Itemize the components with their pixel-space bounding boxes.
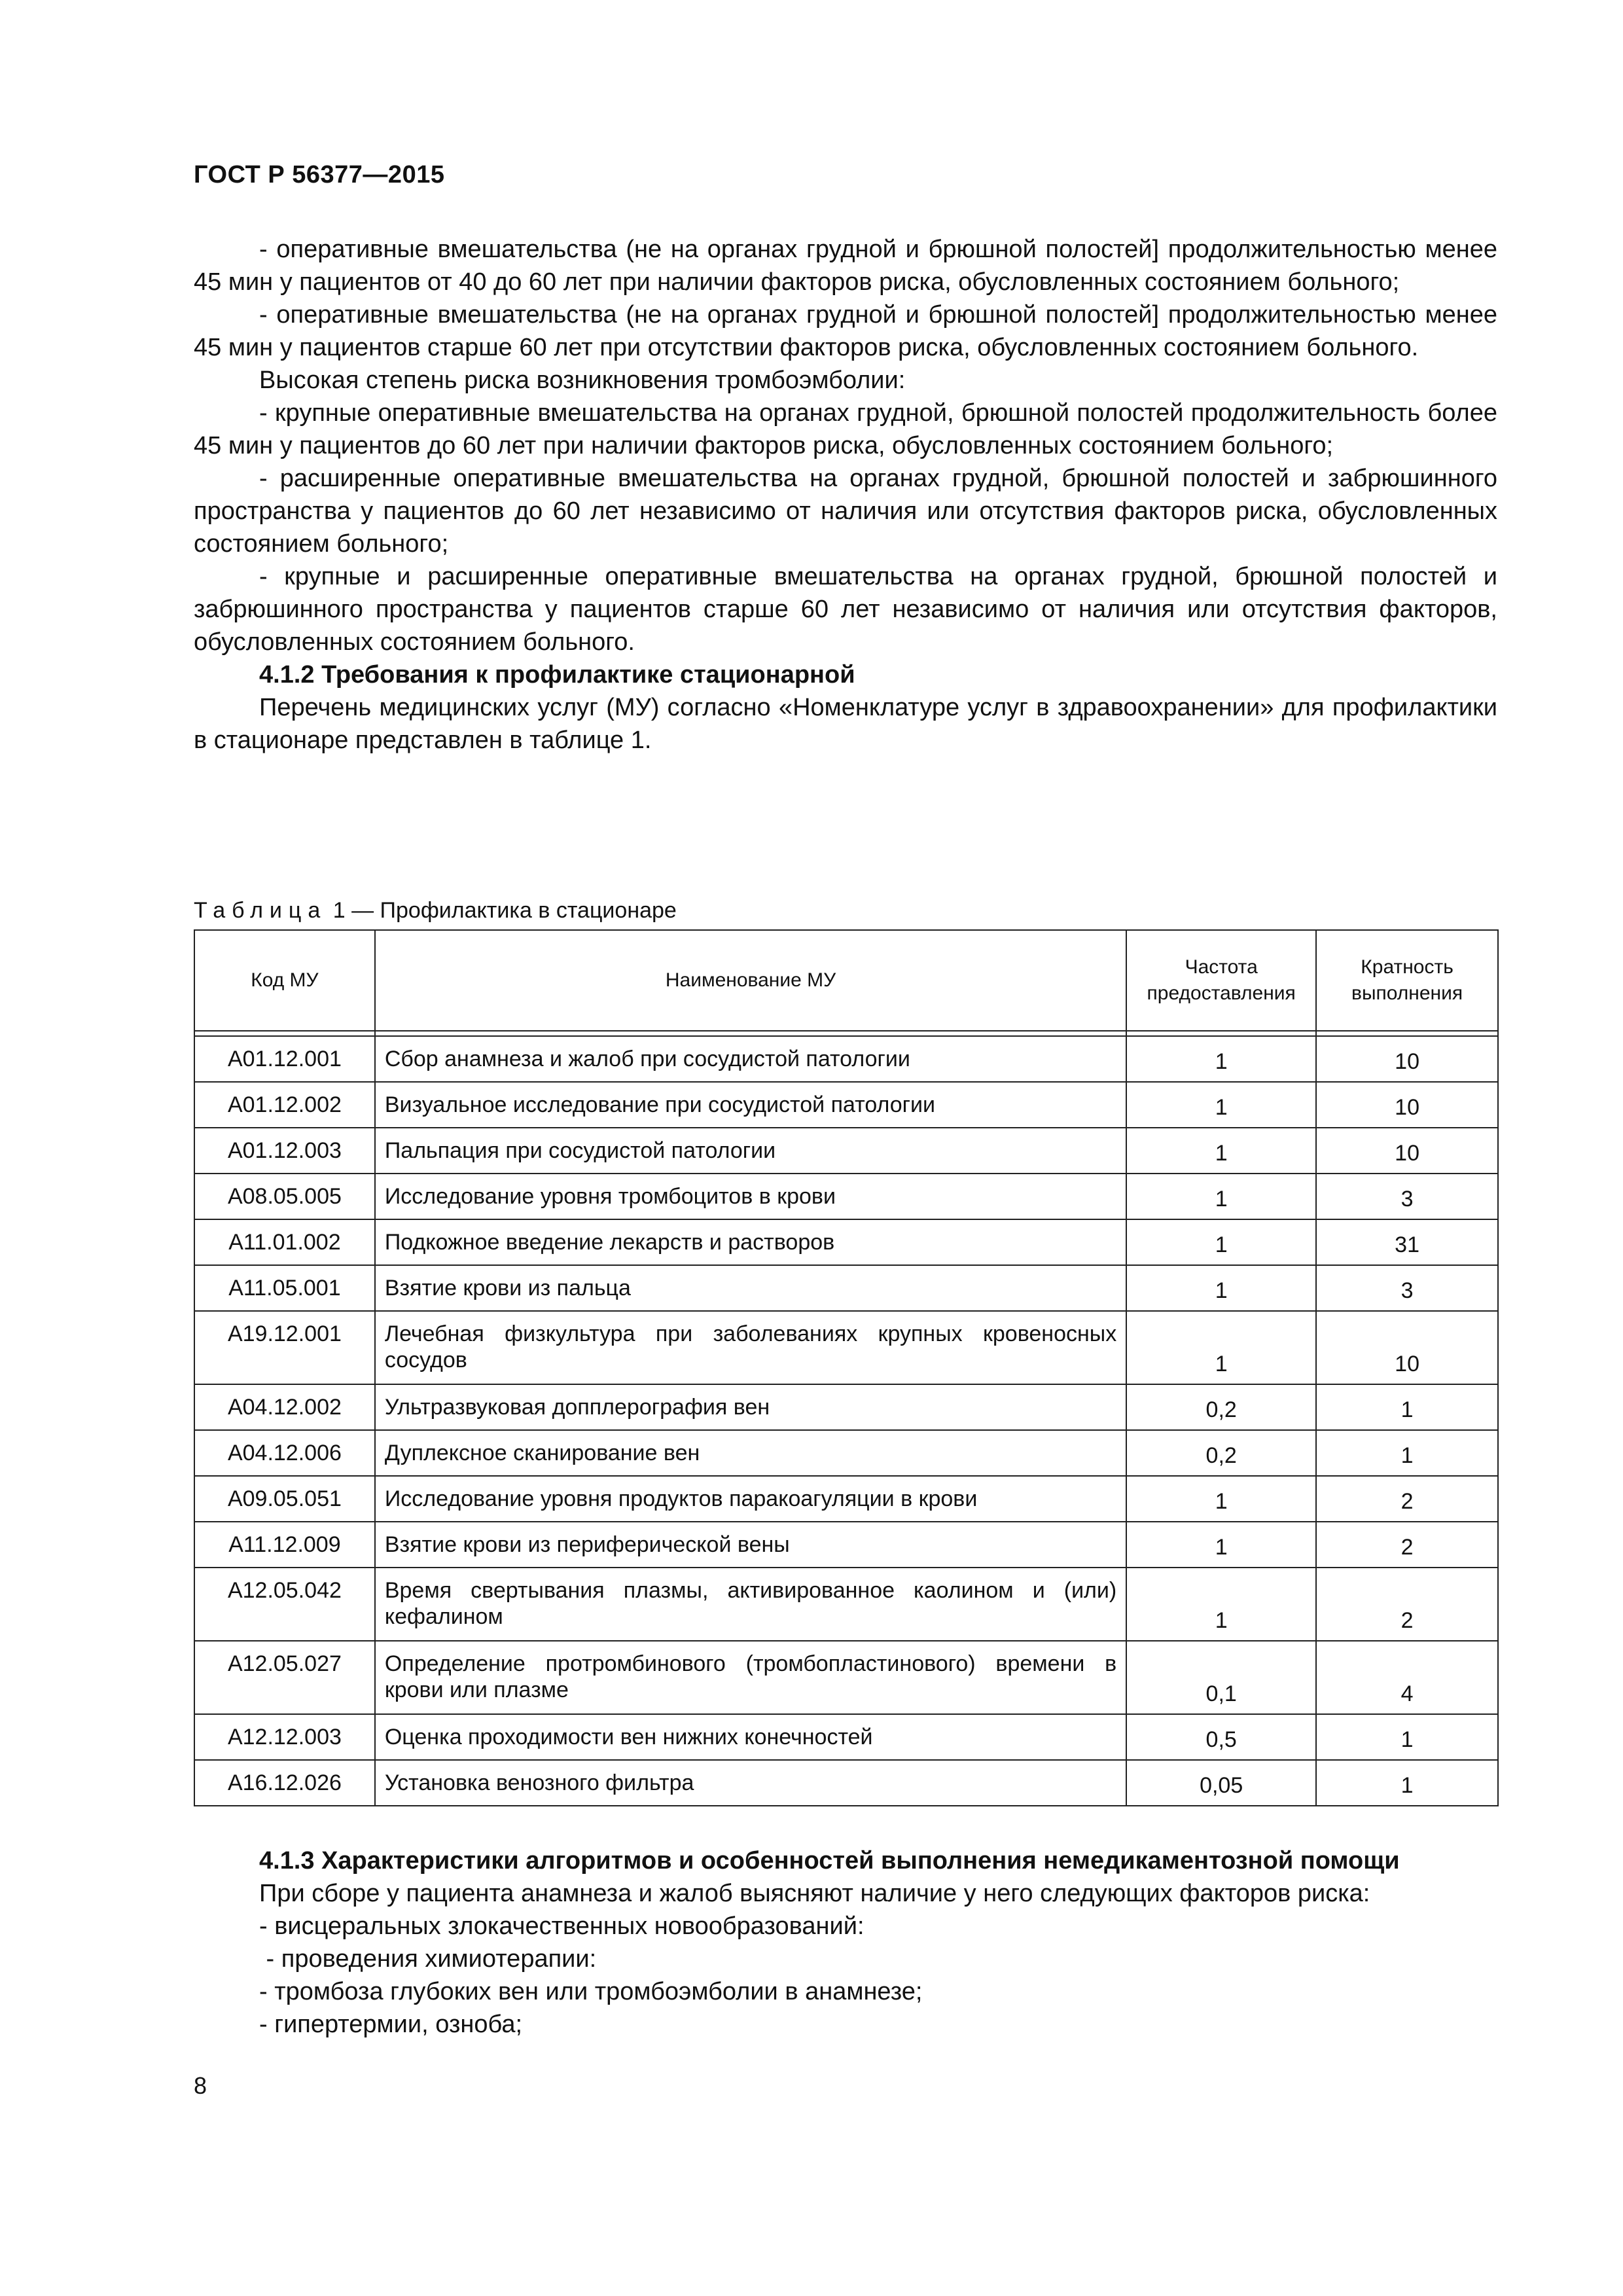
cell-frequency: 1	[1126, 1128, 1316, 1174]
body-text-bottom	[259, 1844, 1497, 2041]
cell-frequency: 1	[1126, 1522, 1316, 1568]
cell-frequency: 1	[1126, 1568, 1316, 1641]
cell-code: A08.05.005	[194, 1174, 375, 1219]
cell-frequency: 1	[1126, 1476, 1316, 1522]
cell-name: Установка венозного фильтра	[375, 1760, 1126, 1806]
cell-frequency: 0,1	[1126, 1641, 1316, 1714]
table-row	[194, 1174, 1498, 1219]
cell-multiplicity: 10	[1316, 1036, 1498, 1082]
list-item: - гипертермии, озноба;	[259, 2011, 523, 2038]
list-item: - тромбоза глубоких вен или тромбоэмболии в анамнезе;	[259, 1978, 923, 2005]
cell-frequency: 1	[1126, 1219, 1316, 1265]
paragraph: При сборе у пациента анамнеза и жалоб выясняют наличие у него следующих факторов риска:	[259, 1880, 1370, 1907]
cell-multiplicity: 2	[1316, 1522, 1498, 1568]
cell-multiplicity: 2	[1316, 1568, 1498, 1641]
table-row	[194, 1311, 1498, 1384]
cell-code: A16.12.026	[194, 1760, 375, 1806]
cell-multiplicity: 1	[1316, 1760, 1498, 1806]
header-code: Код МУ	[194, 930, 375, 1031]
cell-name: Исследование уровня продуктов паракоагуляции в крови	[375, 1476, 1126, 1522]
list-item: - проведения химиотерапии:	[259, 1945, 597, 1973]
cell-multiplicity: 1	[1316, 1430, 1498, 1476]
cell-multiplicity: 2	[1316, 1476, 1498, 1522]
cell-code: A11.01.002	[194, 1219, 375, 1265]
cell-name: Взятие крови из пальца	[375, 1265, 1126, 1311]
table-caption	[194, 898, 677, 924]
paragraph: - крупные оперативные вмешательства на органах грудной, брюшной полостей продолжительность более 45 мин у пациентов до 60 лет при наличии факторов риска, обусловленных состоянием больного;	[194, 399, 1497, 459]
cell-name: Взятие крови из периферической вены	[375, 1522, 1126, 1568]
list-item: - висцеральных злокачественных новообразований:	[259, 1912, 865, 1940]
cell-name: Время свертывания плазмы, активированное каолином и (или) кефалином	[375, 1568, 1126, 1641]
table-header-row	[194, 930, 1498, 1031]
paragraph: - оперативные вмешательства (не на органах грудной и брюшной полостей] продолжительностью менее 45 мин у пациентов от 40 до 60 лет при наличии факторов риска, обусловленных состоянием больного;	[194, 236, 1497, 296]
paragraph: - оперативные вмешательства (не на органах грудной и брюшной полостей] продолжительностью менее 45 мин у пациентов старше 60 лет при отсутствии факторов риска, обусловленных состоянием больного.	[194, 301, 1497, 361]
cell-code: A01.12.001	[194, 1036, 375, 1082]
cell-multiplicity: 3	[1316, 1265, 1498, 1311]
document-header: ГОСТ Р 56377—2015	[194, 161, 445, 188]
cell-code: A01.12.003	[194, 1128, 375, 1174]
cell-name: Пальпация при сосудистой патологии	[375, 1128, 1126, 1174]
cell-name: Подкожное введение лекарств и растворов	[375, 1219, 1126, 1265]
header-frequency: Частота предоставления	[1126, 930, 1316, 1031]
cell-multiplicity: 1	[1316, 1714, 1498, 1760]
cell-code: A04.12.002	[194, 1384, 375, 1430]
paragraph: Высокая степень риска возникновения тромбоэмболии:	[259, 367, 906, 394]
table-caption-title: 1 — Профилактика в стационаре	[327, 898, 677, 923]
header-name: Наименование МУ	[375, 930, 1126, 1031]
table-row	[194, 1714, 1498, 1760]
cell-name: Ультразвуковая допплерография вен	[375, 1384, 1126, 1430]
cell-frequency: 0,2	[1126, 1384, 1316, 1430]
header-separator	[194, 1031, 1498, 1036]
cell-code: A11.05.001	[194, 1265, 375, 1311]
cell-frequency: 1	[1126, 1082, 1316, 1128]
body-text-top	[194, 233, 1497, 757]
paragraph: - крупные и расширенные оперативные вмешательства на органах грудной, брюшной полостей и забрюшинного пространства у пациентов старше 60 лет независимо от наличия или отсутствия факторов, обусловленных состоянием больного.	[194, 563, 1497, 656]
cell-code: A09.05.051	[194, 1476, 375, 1522]
cell-name: Сбор анамнеза и жалоб при сосудистой патологии	[375, 1036, 1126, 1082]
cell-multiplicity: 10	[1316, 1128, 1498, 1174]
page-number: 8	[194, 2072, 207, 2099]
cell-name: Визуальное исследование при сосудистой патологии	[375, 1082, 1126, 1128]
cell-code: A11.12.009	[194, 1522, 375, 1568]
table-row	[194, 1522, 1498, 1568]
table-row	[194, 1265, 1498, 1311]
cell-frequency: 0,5	[1126, 1714, 1316, 1760]
cell-frequency: 0,2	[1126, 1430, 1316, 1476]
cell-code: A12.05.042	[194, 1568, 375, 1641]
cell-frequency: 0,05	[1126, 1760, 1316, 1806]
table-row	[194, 1568, 1498, 1641]
cell-multiplicity: 10	[1316, 1311, 1498, 1384]
cell-code: A01.12.002	[194, 1082, 375, 1128]
section-4-1-2-text: Перечень медицинских услуг (МУ) согласно «Номенклатуре услуг в здравоохранении» для профилактики в стационаре представлен в таблице 1.	[194, 694, 1497, 754]
cell-multiplicity: 4	[1316, 1641, 1498, 1714]
header-multiplicity: Кратность выполнения	[1316, 930, 1498, 1031]
cell-multiplicity: 31	[1316, 1219, 1498, 1265]
cell-multiplicity: 1	[1316, 1384, 1498, 1430]
table-caption-word: Таблица	[194, 898, 327, 923]
table-row	[194, 1128, 1498, 1174]
table-row	[194, 1476, 1498, 1522]
section-heading-4-1-3: 4.1.3 Характеристики алгоритмов и особенностей выполнения немедикаментозной помощи	[259, 1847, 1400, 1874]
cell-multiplicity: 10	[1316, 1082, 1498, 1128]
cell-code: A19.12.001	[194, 1311, 375, 1384]
cell-code: A12.12.003	[194, 1714, 375, 1760]
table-row	[194, 1082, 1498, 1128]
table-row	[194, 1384, 1498, 1430]
cell-frequency: 1	[1126, 1265, 1316, 1311]
cell-frequency: 1	[1126, 1174, 1316, 1219]
cell-frequency: 1	[1126, 1311, 1316, 1384]
cell-name: Дуплексное сканирование вен	[375, 1430, 1126, 1476]
cell-name: Определение протромбинового (тромбопластинового) времени в крови или плазме	[375, 1641, 1126, 1714]
prophylaxis-table	[194, 929, 1499, 1806]
cell-frequency: 1	[1126, 1036, 1316, 1082]
cell-code: A12.05.027	[194, 1641, 375, 1714]
table-row	[194, 1760, 1498, 1806]
paragraph: - расширенные оперативные вмешательства на органах грудной, брюшной полостей и забрюшинного пространства у пациентов до 60 лет независимо от наличия или отсутствия факторов риска, обусловленных состоянием больного;	[194, 465, 1497, 558]
cell-name: Оценка проходимости вен нижних конечностей	[375, 1714, 1126, 1760]
section-heading-4-1-2: 4.1.2 Требования к профилактике стационарной	[259, 661, 855, 689]
table-row	[194, 1036, 1498, 1082]
table-row	[194, 1430, 1498, 1476]
cell-name: Исследование уровня тромбоцитов в крови	[375, 1174, 1126, 1219]
cell-code: A04.12.006	[194, 1430, 375, 1476]
cell-multiplicity: 3	[1316, 1174, 1498, 1219]
cell-name: Лечебная физкультура при заболеваниях крупных кровеносных сосудов	[375, 1311, 1126, 1384]
table-row	[194, 1641, 1498, 1714]
table-row	[194, 1219, 1498, 1265]
